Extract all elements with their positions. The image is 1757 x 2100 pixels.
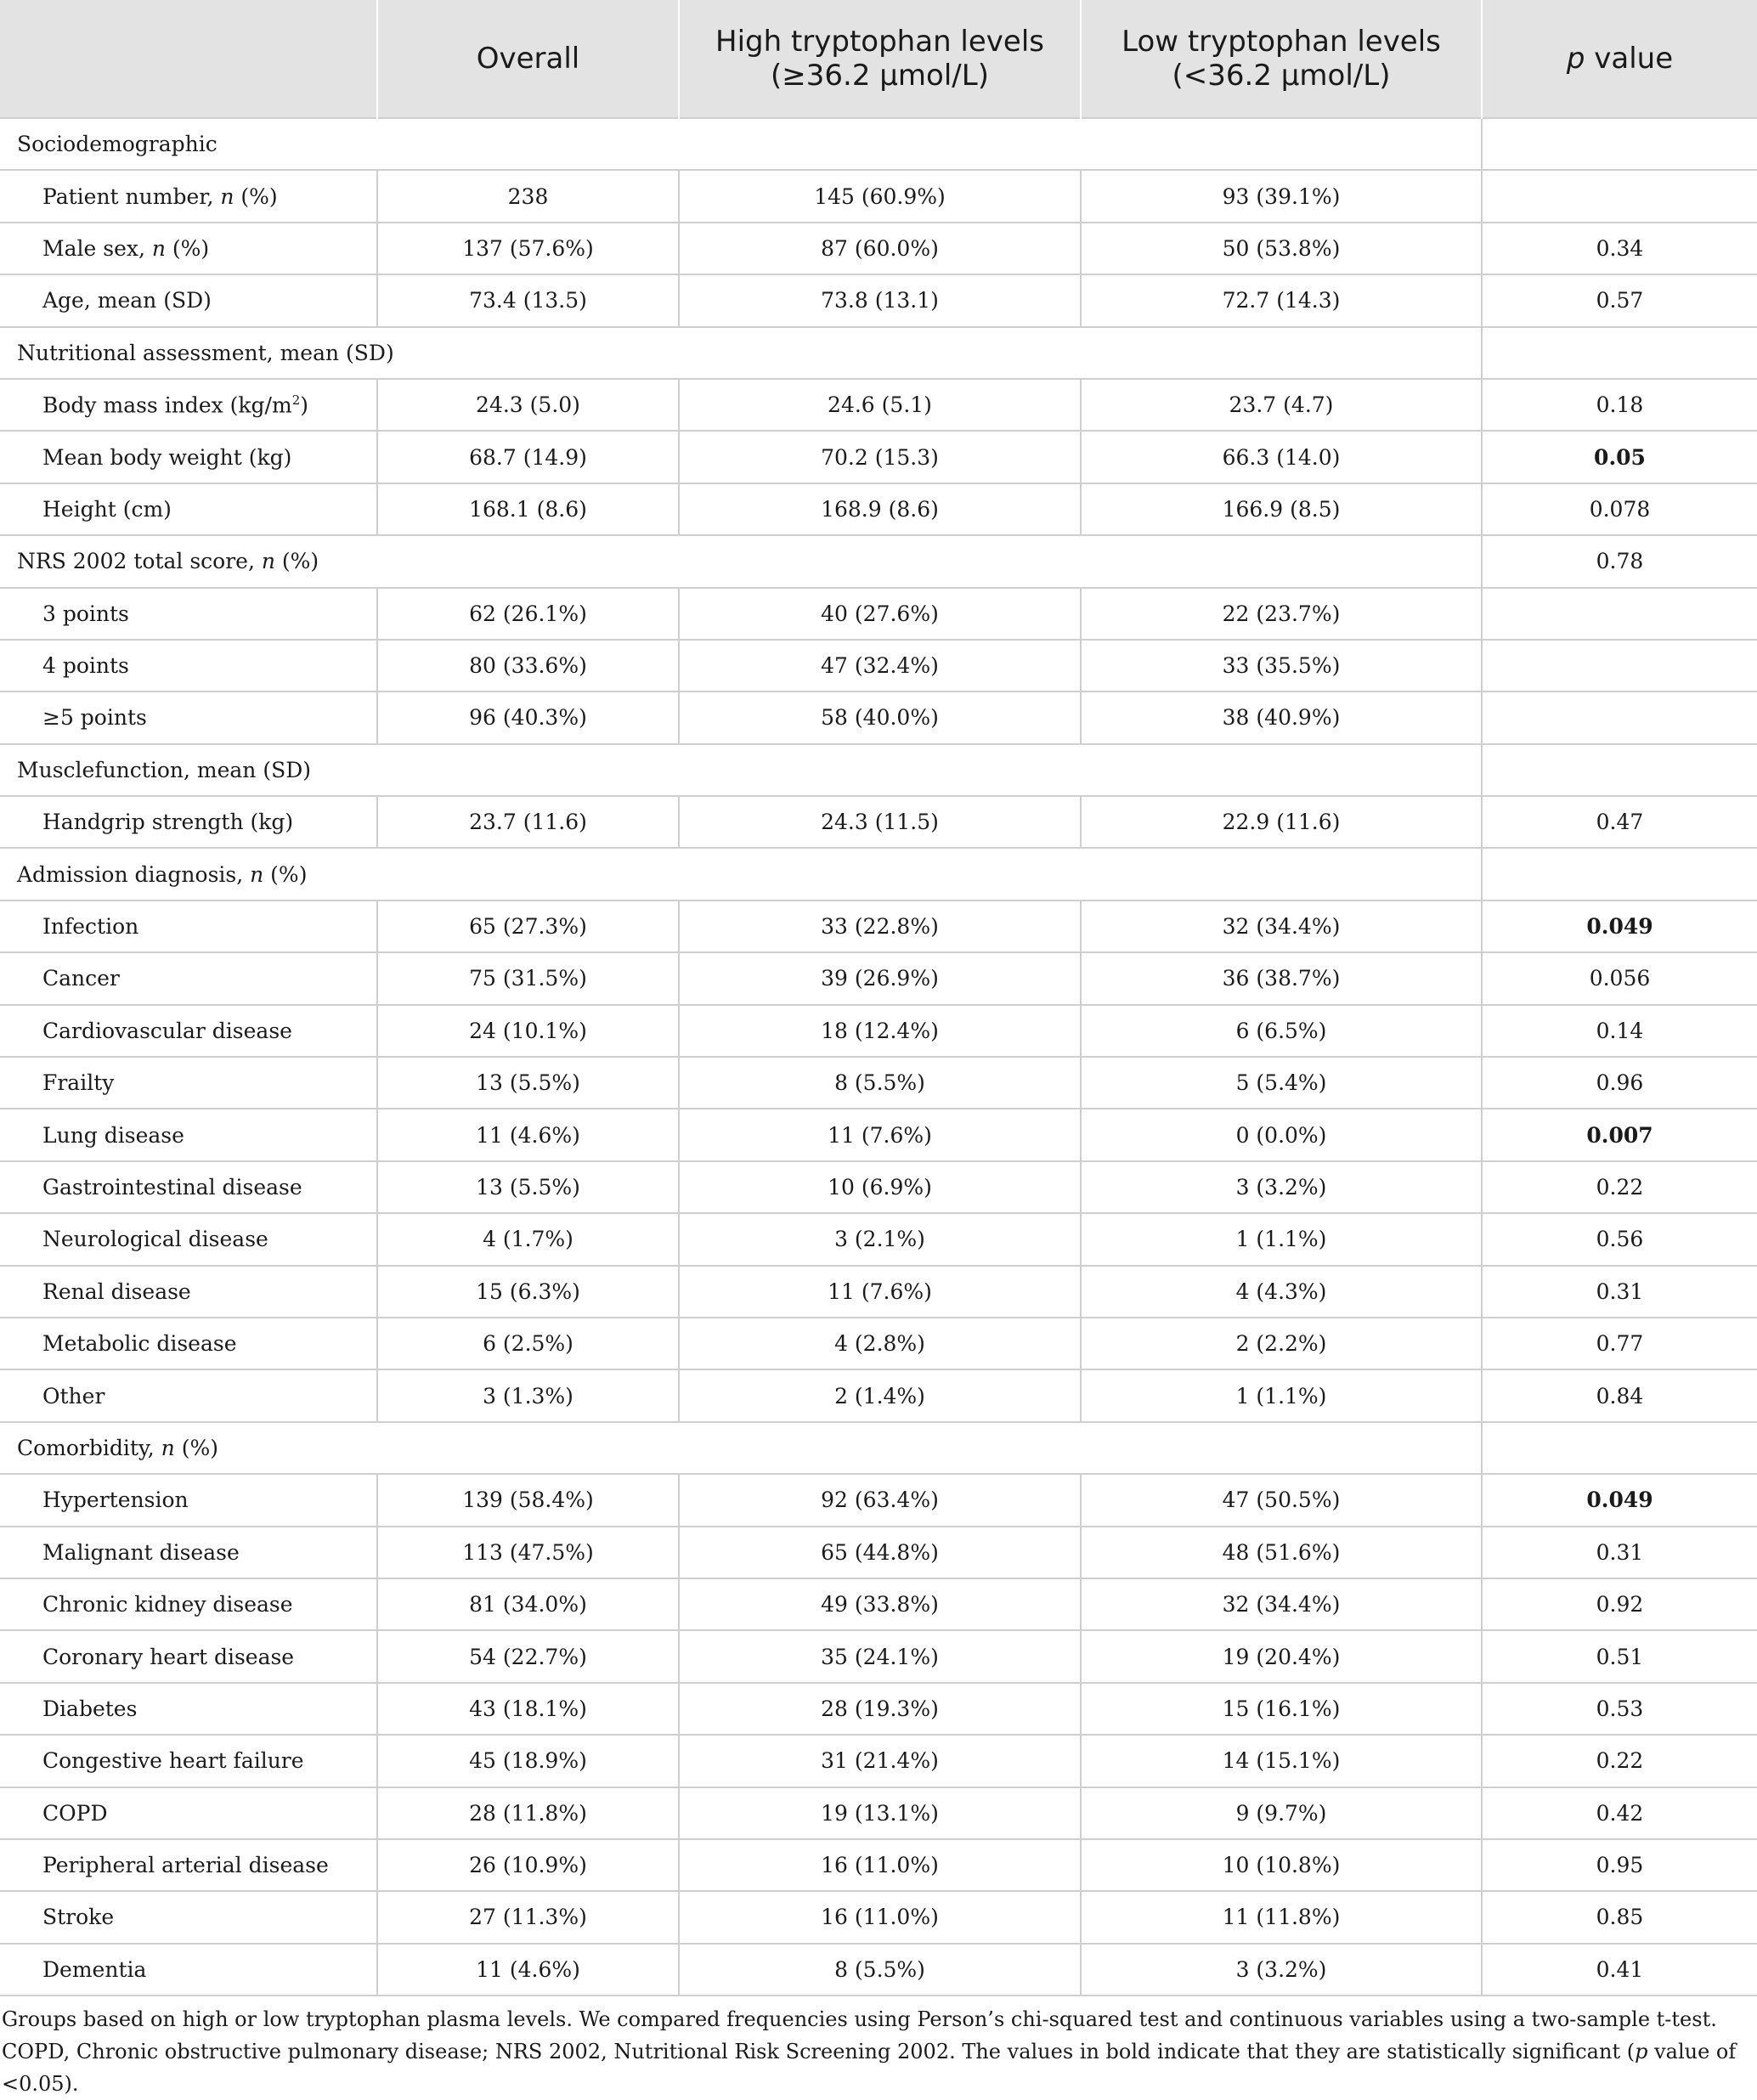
row-label: Renal disease <box>0 1266 377 1318</box>
table-row <box>0 1787 1757 1839</box>
high-tryptophan-cell: 11 (7.6%) <box>679 1266 1081 1318</box>
table-row <box>0 1318 1757 1369</box>
table-row <box>0 1369 1757 1421</box>
low-tryptophan-cell: 166.9 (8.5) <box>1081 483 1482 535</box>
p-value-cell: 0.34 <box>1482 223 1757 274</box>
header-p-value: p value <box>1482 0 1757 118</box>
table-row <box>0 640 1757 692</box>
p-value-cell <box>1482 1422 1757 1474</box>
table-row <box>0 1109 1757 1160</box>
row-label: Mean body weight (kg) <box>0 431 377 483</box>
row-label: Age, mean (SD) <box>0 274 377 326</box>
p-value-cell: 0.85 <box>1482 1891 1757 1943</box>
overall-cell: 80 (33.6%) <box>377 640 679 692</box>
low-tryptophan-cell: 0 (0.0%) <box>1081 1109 1482 1160</box>
high-tryptophan-cell: 65 (44.8%) <box>679 1527 1081 1578</box>
low-tryptophan-cell: 93 (39.1%) <box>1081 170 1482 222</box>
high-tryptophan-cell: 39 (26.9%) <box>679 952 1081 1004</box>
table-row <box>0 431 1757 483</box>
row-label: 3 points <box>0 588 377 640</box>
p-value-cell: 0.77 <box>1482 1318 1757 1369</box>
high-tryptophan-cell: 19 (13.1%) <box>679 1787 1081 1839</box>
high-tryptophan-cell: 24.3 (11.5) <box>679 796 1081 848</box>
low-tryptophan-cell: 32 (34.4%) <box>1081 1578 1482 1630</box>
low-tryptophan-cell: 9 (9.7%) <box>1081 1787 1482 1839</box>
p-value-cell <box>1482 170 1757 222</box>
p-value-cell <box>1482 640 1757 692</box>
table-row <box>0 1891 1757 1943</box>
overall-cell: 168.1 (8.6) <box>377 483 679 535</box>
header-low-tryptophan: Low tryptophan levels (<36.2 μmol/L) <box>1081 0 1482 118</box>
overall-cell: 4 (1.7%) <box>377 1213 679 1265</box>
p-value-cell <box>1482 118 1757 170</box>
low-tryptophan-cell: 72.7 (14.3) <box>1081 274 1482 326</box>
low-tryptophan-cell: 5 (5.4%) <box>1081 1057 1482 1109</box>
low-tryptophan-cell: 36 (38.7%) <box>1081 952 1482 1004</box>
high-tryptophan-cell: 73.8 (13.1) <box>679 274 1081 326</box>
high-tryptophan-cell: 28 (19.3%) <box>679 1683 1081 1735</box>
overall-cell: 24.3 (5.0) <box>377 379 679 431</box>
p-value-cell: 0.22 <box>1482 1161 1757 1213</box>
p-value-cell: 0.14 <box>1482 1005 1757 1057</box>
table-row <box>0 1266 1757 1318</box>
overall-cell: 238 <box>377 170 679 222</box>
p-value-cell: 0.53 <box>1482 1683 1757 1735</box>
table-row <box>0 1735 1757 1787</box>
low-tryptophan-cell: 6 (6.5%) <box>1081 1005 1482 1057</box>
overall-cell: 24 (10.1%) <box>377 1005 679 1057</box>
p-value-cell: 0.31 <box>1482 1527 1757 1578</box>
table-row <box>0 223 1757 274</box>
row-label: Cardiovascular disease <box>0 1005 377 1057</box>
footnote-line-1: Groups based on high or low tryptophan plasma levels. We compared frequencies using Person’s chi-squared test and continuous variables using a two-sample t-test. <box>2 2007 1717 2032</box>
low-tryptophan-cell: 22.9 (11.6) <box>1081 796 1482 848</box>
row-label: Metabolic disease <box>0 1318 377 1369</box>
overall-cell: 23.7 (11.6) <box>377 796 679 848</box>
p-value-cell: 0.96 <box>1482 1057 1757 1109</box>
row-label: ≥5 points <box>0 692 377 743</box>
low-tryptophan-cell: 66.3 (14.0) <box>1081 431 1482 483</box>
row-label: Stroke <box>0 1891 377 1943</box>
overall-cell: 81 (34.0%) <box>377 1578 679 1630</box>
header-empty <box>0 0 377 118</box>
overall-cell: 113 (47.5%) <box>377 1527 679 1578</box>
header-overall: Overall <box>377 0 679 118</box>
high-tryptophan-cell: 92 (63.4%) <box>679 1474 1081 1526</box>
overall-cell: 28 (11.8%) <box>377 1787 679 1839</box>
row-label: Chronic kidney disease <box>0 1578 377 1630</box>
table-row <box>0 1474 1757 1526</box>
table-row <box>0 1213 1757 1265</box>
row-label: Other <box>0 1369 377 1421</box>
section-row <box>0 118 1757 170</box>
table-row <box>0 1578 1757 1630</box>
table-row <box>0 1005 1757 1057</box>
p-value-cell: 0.42 <box>1482 1787 1757 1839</box>
row-label: Male sex, n (%) <box>0 223 377 274</box>
table-row <box>0 379 1757 431</box>
table-row <box>0 274 1757 326</box>
low-tryptophan-cell: 38 (40.9%) <box>1081 692 1482 743</box>
p-value-cell: 0.007 <box>1482 1109 1757 1160</box>
high-tryptophan-cell: 47 (32.4%) <box>679 640 1081 692</box>
p-value-cell: 0.47 <box>1482 796 1757 848</box>
high-tryptophan-cell: 35 (24.1%) <box>679 1630 1081 1682</box>
row-label: Malignant disease <box>0 1527 377 1578</box>
section-row <box>0 744 1757 796</box>
section-label: Comorbidity, n (%) <box>0 1422 1482 1474</box>
row-label: COPD <box>0 1787 377 1839</box>
table-row <box>0 796 1757 848</box>
overall-cell: 73.4 (13.5) <box>377 274 679 326</box>
table-row <box>0 1630 1757 1682</box>
table-row <box>0 1161 1757 1213</box>
section-row <box>0 848 1757 900</box>
row-label: Coronary heart disease <box>0 1630 377 1682</box>
row-label: Gastrointestinal disease <box>0 1161 377 1213</box>
p-value-cell <box>1482 327 1757 379</box>
overall-cell: 15 (6.3%) <box>377 1266 679 1318</box>
high-tryptophan-cell: 4 (2.8%) <box>679 1318 1081 1369</box>
row-label: Infection <box>0 900 377 952</box>
high-tryptophan-cell: 16 (11.0%) <box>679 1839 1081 1891</box>
p-value-cell: 0.049 <box>1482 900 1757 952</box>
low-tryptophan-cell: 3 (3.2%) <box>1081 1161 1482 1213</box>
p-value-cell <box>1482 692 1757 743</box>
row-label: Diabetes <box>0 1683 377 1735</box>
high-tryptophan-cell: 3 (2.1%) <box>679 1213 1081 1265</box>
p-value-cell: 0.95 <box>1482 1839 1757 1891</box>
overall-cell: 11 (4.6%) <box>377 1944 679 1996</box>
header-high-tryptophan: High tryptophan levels (≥36.2 μmol/L) <box>679 0 1081 118</box>
p-value-cell: 0.57 <box>1482 274 1757 326</box>
row-label: Congestive heart failure <box>0 1735 377 1787</box>
p-value-cell: 0.78 <box>1482 535 1757 587</box>
p-value-cell: 0.056 <box>1482 952 1757 1004</box>
p-value-cell <box>1482 588 1757 640</box>
high-tryptophan-cell: 70.2 (15.3) <box>679 431 1081 483</box>
high-tryptophan-cell: 8 (5.5%) <box>679 1944 1081 1996</box>
overall-cell: 27 (11.3%) <box>377 1891 679 1943</box>
overall-cell: 45 (18.9%) <box>377 1735 679 1787</box>
overall-cell: 65 (27.3%) <box>377 900 679 952</box>
overall-cell: 26 (10.9%) <box>377 1839 679 1891</box>
row-label: Frailty <box>0 1057 377 1109</box>
p-value-cell: 0.078 <box>1482 483 1757 535</box>
overall-cell: 139 (58.4%) <box>377 1474 679 1526</box>
row-label: Dementia <box>0 1944 377 1996</box>
p-value-cell: 0.18 <box>1482 379 1757 431</box>
table-row <box>0 1839 1757 1891</box>
low-tryptophan-cell: 48 (51.6%) <box>1081 1527 1482 1578</box>
p-value-cell: 0.05 <box>1482 431 1757 483</box>
low-tryptophan-cell: 14 (15.1%) <box>1081 1735 1482 1787</box>
overall-cell: 75 (31.5%) <box>377 952 679 1004</box>
high-tryptophan-cell: 31 (21.4%) <box>679 1735 1081 1787</box>
low-tryptophan-cell: 32 (34.4%) <box>1081 900 1482 952</box>
row-label: Height (cm) <box>0 483 377 535</box>
low-tryptophan-cell: 4 (4.3%) <box>1081 1266 1482 1318</box>
table-row <box>0 1944 1757 1996</box>
row-label: Patient number, n (%) <box>0 170 377 222</box>
overall-cell: 43 (18.1%) <box>377 1683 679 1735</box>
row-label: Peripheral arterial disease <box>0 1839 377 1891</box>
overall-cell: 13 (5.5%) <box>377 1161 679 1213</box>
high-tryptophan-cell: 58 (40.0%) <box>679 692 1081 743</box>
high-tryptophan-cell: 10 (6.9%) <box>679 1161 1081 1213</box>
low-tryptophan-cell: 19 (20.4%) <box>1081 1630 1482 1682</box>
low-tryptophan-cell: 1 (1.1%) <box>1081 1213 1482 1265</box>
section-label: NRS 2002 total score, n (%) <box>0 535 1482 587</box>
section-row <box>0 327 1757 379</box>
footnote-line-2: COPD, Chronic obstructive pulmonary disease; NRS 2002, Nutritional Risk Screening 2002. The values in bold indicate that they are statistically significant (p value of <0.05). <box>2 2040 1737 2097</box>
row-label: Handgrip strength (kg) <box>0 796 377 848</box>
high-tryptophan-cell: 87 (60.0%) <box>679 223 1081 274</box>
p-value-cell: 0.84 <box>1482 1369 1757 1421</box>
overall-cell: 137 (57.6%) <box>377 223 679 274</box>
high-tryptophan-cell: 24.6 (5.1) <box>679 379 1081 431</box>
overall-cell: 6 (2.5%) <box>377 1318 679 1369</box>
row-label: Neurological disease <box>0 1213 377 1265</box>
low-tryptophan-cell: 22 (23.7%) <box>1081 588 1482 640</box>
high-tryptophan-cell: 8 (5.5%) <box>679 1057 1081 1109</box>
high-tryptophan-cell: 49 (33.8%) <box>679 1578 1081 1630</box>
section-row <box>0 535 1757 587</box>
low-tryptophan-cell: 2 (2.2%) <box>1081 1318 1482 1369</box>
high-tryptophan-cell: 16 (11.0%) <box>679 1891 1081 1943</box>
table-row <box>0 692 1757 743</box>
p-value-cell: 0.41 <box>1482 1944 1757 1996</box>
p-value-cell <box>1482 848 1757 900</box>
low-tryptophan-cell: 11 (11.8%) <box>1081 1891 1482 1943</box>
row-label: Hypertension <box>0 1474 377 1526</box>
low-tryptophan-cell: 23.7 (4.7) <box>1081 379 1482 431</box>
high-tryptophan-cell: 2 (1.4%) <box>679 1369 1081 1421</box>
row-label: Body mass index $(kg/m^2)$ <box>0 379 377 431</box>
p-value-cell: 0.51 <box>1482 1630 1757 1682</box>
high-tryptophan-cell: 40 (27.6%) <box>679 588 1081 640</box>
table-row <box>0 952 1757 1004</box>
table-row <box>0 170 1757 222</box>
table-row <box>0 588 1757 640</box>
p-value-cell: 0.049 <box>1482 1474 1757 1526</box>
section-label: Admission diagnosis, n (%) <box>0 848 1482 900</box>
high-tryptophan-cell: 33 (22.8%) <box>679 900 1081 952</box>
low-tryptophan-cell: 50 (53.8%) <box>1081 223 1482 274</box>
low-tryptophan-cell: 47 (50.5%) <box>1081 1474 1482 1526</box>
p-value-cell: 0.56 <box>1482 1213 1757 1265</box>
low-tryptophan-cell: 15 (16.1%) <box>1081 1683 1482 1735</box>
overall-cell: 96 (40.3%) <box>377 692 679 743</box>
overall-cell: 13 (5.5%) <box>377 1057 679 1109</box>
table-header-row <box>0 0 1757 118</box>
table-row <box>0 1057 1757 1109</box>
table-row <box>0 1527 1757 1578</box>
high-tryptophan-cell: 168.9 (8.6) <box>679 483 1081 535</box>
p-value-cell: 0.92 <box>1482 1578 1757 1630</box>
overall-cell: 11 (4.6%) <box>377 1109 679 1160</box>
low-tryptophan-cell: 3 (3.2%) <box>1081 1944 1482 1996</box>
low-tryptophan-cell: 10 (10.8%) <box>1081 1839 1482 1891</box>
section-row <box>0 1422 1757 1474</box>
high-tryptophan-cell: 18 (12.4%) <box>679 1005 1081 1057</box>
high-tryptophan-cell: 11 (7.6%) <box>679 1109 1081 1160</box>
p-value-cell: 0.31 <box>1482 1266 1757 1318</box>
low-tryptophan-cell: 33 (35.5%) <box>1081 640 1482 692</box>
overall-cell: 3 (1.3%) <box>377 1369 679 1421</box>
row-label: 4 points <box>0 640 377 692</box>
table-footnote <box>0 2003 1757 2100</box>
overall-cell: 54 (22.7%) <box>377 1630 679 1682</box>
section-label: Nutritional assessment, mean (SD) <box>0 327 1482 379</box>
high-tryptophan-cell: 145 (60.9%) <box>679 170 1081 222</box>
low-tryptophan-cell: 1 (1.1%) <box>1081 1369 1482 1421</box>
table-row <box>0 1683 1757 1735</box>
row-label: Cancer <box>0 952 377 1004</box>
section-label: Musclefunction, mean (SD) <box>0 744 1482 796</box>
table-row <box>0 900 1757 952</box>
p-value-cell <box>1482 744 1757 796</box>
row-label: Lung disease <box>0 1109 377 1160</box>
table-row <box>0 483 1757 535</box>
overall-cell: 62 (26.1%) <box>377 588 679 640</box>
section-label: Sociodemographic <box>0 118 1482 170</box>
overall-cell: 68.7 (14.9) <box>377 431 679 483</box>
p-value-cell: 0.22 <box>1482 1735 1757 1787</box>
